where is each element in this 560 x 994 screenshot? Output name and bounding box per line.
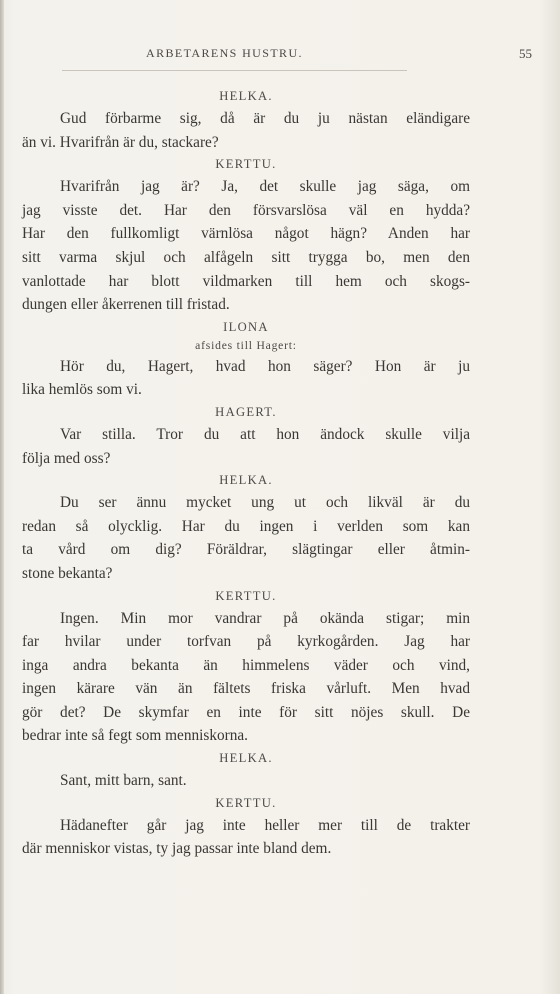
text-line: dungen eller åkerrenen till fristad. (22, 296, 230, 314)
text-line: lika hemlös som vi. (22, 381, 142, 399)
text-line: sitt varma skjul och alfågeln sitt trygga bo, men den (22, 248, 470, 266)
page-number: 55 (519, 46, 532, 61)
speech-paragraph (22, 814, 470, 861)
text-line: redan så olycklig. Har du ingen i verlden som kan (22, 517, 470, 535)
text-line: ingen kärare vän än fältets friska vårluft. Men hvad (22, 680, 470, 698)
speaker-name: HELKA. (219, 473, 273, 488)
text-line: där menniskor vistas, ty jag passar inte bland dem. (22, 840, 332, 858)
speaker-name: KERTTU. (215, 795, 277, 810)
text-line: Hör du, Hagert, hvad hon säger? Hon är ju (60, 357, 470, 375)
stage-direction: afsides till Hagert: (195, 338, 297, 352)
speaker-name: KERTTU. (215, 157, 277, 172)
text-line: Var stilla. Tror du att hon ändock skulle vilja (60, 425, 470, 443)
dialogue-text (22, 86, 470, 861)
page-header (24, 46, 532, 66)
text-line: än vi. Hvarifrån är du, stackare? (22, 133, 219, 151)
text-line: vanlottade har blott vildmarken till hem och skogs- (22, 272, 470, 290)
text-line: Ingen. Min mor vandrar på okända stigar; min (60, 609, 470, 627)
text-line: Har den fullkomligt värnlösa något hägn? Anden har (22, 225, 470, 243)
text-line: far hvilar under torfvan på kyrkogården. Jag har (22, 633, 470, 651)
text-line: inga andra bekanta än himmelens väder och vind, (22, 656, 470, 674)
page-edge-shadow (0, 0, 4, 994)
speech-paragraph (22, 769, 470, 793)
text-line: bedrar inte så fegt som menniskorna. (22, 727, 248, 745)
speaker-name: HELKA. (219, 751, 273, 766)
speech-paragraph (22, 107, 470, 154)
speaker-name: HELKA. (219, 89, 273, 103)
text-line: Gud förbarme sig, då är du ju nästan eländigare (60, 110, 470, 127)
speaker-name: HAGERT. (215, 404, 277, 419)
header-rule (62, 70, 407, 71)
speech-paragraph (22, 607, 470, 749)
text-line: Sant, mitt barn, sant. (60, 772, 187, 790)
speech-paragraph (22, 423, 470, 470)
text-line: Hädanefter går jag inte heller mer till de trakter (60, 816, 470, 834)
text-line: gör det? De skymfar en inte för sitt nöjes skull. De (22, 703, 470, 721)
speech-paragraph (22, 355, 470, 402)
speaker-name: KERTTU. (215, 588, 277, 603)
speech-paragraph (22, 491, 470, 585)
speaker-name: ILONA (223, 319, 269, 334)
text-line: ta vård om dig? Föräldrar, slägtingar eller åtmin- (22, 541, 470, 559)
text-line: Hvarifrån jag är? Ja, det skulle jag säga, om (60, 178, 470, 196)
text-line: stone bekanta? (22, 564, 113, 582)
speech-paragraph (22, 175, 470, 317)
running-title: ARBETARENS HUSTRU. (146, 46, 303, 60)
text-line: Du ser ännu mycket ung ut och likväl är du (60, 494, 470, 512)
text-line: följa med oss? (22, 449, 111, 467)
text-line: jag visste det. Har den försvarslösa väl en hydda? (22, 201, 470, 219)
